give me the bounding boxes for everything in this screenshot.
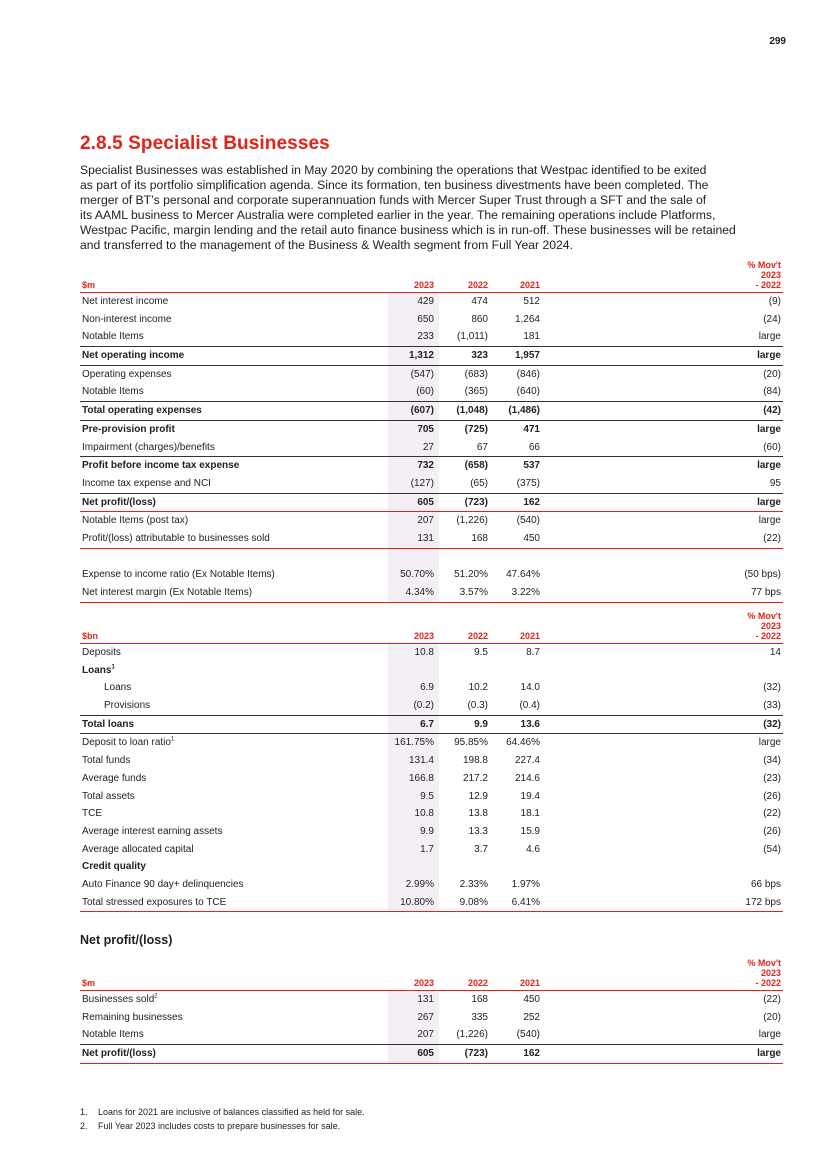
cell-value: 10.80%: [400, 896, 434, 908]
row-label: Credit quality: [82, 861, 146, 873]
cell-value: 6.9: [420, 682, 434, 694]
cell-value: 8.7: [526, 647, 540, 658]
cell-value: 15.9: [520, 825, 540, 837]
table-row: [80, 1044, 783, 1064]
year-header: 2021: [519, 631, 540, 641]
cell-value: (375): [516, 477, 540, 489]
row-label: Loans: [104, 682, 132, 694]
table-row: [80, 421, 783, 439]
row-label: Remaining businesses: [82, 1011, 183, 1023]
cell-value: (540): [516, 1029, 540, 1041]
cell-value: 471: [523, 423, 540, 435]
row-label: Profit/(loss) attributable to businesses sold: [82, 532, 270, 544]
table-row: [80, 439, 783, 457]
cell-value: (127): [410, 477, 434, 489]
cell-value: (0.3): [467, 700, 488, 712]
year-header: 2022: [467, 280, 488, 290]
cell-value: 198.8: [462, 755, 488, 767]
cell-value: 66 bps: [750, 878, 781, 890]
cell-value: (42): [763, 405, 781, 417]
cell-value: 64.46%: [506, 737, 540, 749]
table-row: [80, 894, 783, 913]
cell-value: (50 bps): [744, 569, 781, 581]
cell-value: large: [757, 460, 781, 472]
row-label: Auto Finance 90 day+ delinquencies: [82, 878, 244, 890]
cell-value: 450: [523, 532, 540, 544]
cell-value: 14.0: [520, 682, 540, 694]
row-label: Notable Items: [82, 386, 144, 398]
net-profit-heading: Net profit/(loss): [80, 933, 173, 947]
row-label: Notable Items: [82, 1029, 144, 1041]
cell-value: (723): [464, 1048, 488, 1060]
cell-value: (22): [763, 994, 781, 1005]
cell-value: 161.75%: [394, 737, 434, 749]
section-title: 2.8.5 Specialist Businesses: [80, 133, 330, 154]
table-row: [80, 1026, 783, 1044]
row-label: Notable Items: [82, 331, 144, 343]
year-header: 2023: [413, 280, 434, 290]
intro-line: and transferred to the management of the Business & Wealth segment from Full Year 2024.: [80, 238, 573, 252]
table-row: [80, 1009, 783, 1027]
table-row: [80, 715, 783, 735]
cell-value: (60): [763, 441, 781, 453]
cell-value: (658): [464, 460, 488, 472]
table-row: [80, 679, 783, 697]
cell-value: 12.9: [468, 790, 488, 802]
intro-paragraph: [80, 163, 790, 253]
intro-line: Westpac Pacific, margin lending and the retail auto finance business which is in run-off. These businesses will be retained: [80, 223, 736, 237]
cell-value: 267: [417, 1011, 434, 1023]
cell-value: (22): [763, 808, 781, 820]
table-row: [80, 858, 783, 876]
cell-value: 605: [417, 1048, 434, 1060]
cell-value: 9.5: [420, 790, 434, 802]
cell-value: (0.2): [413, 700, 434, 712]
cell-value: 605: [417, 496, 434, 508]
footnote: 1. Loans for 2021 are inclusive of balances classified as held for sale.: [80, 1107, 365, 1117]
table-header: [80, 262, 783, 293]
footnote: 2. Full Year 2023 includes costs to prepare businesses for sale.: [80, 1121, 341, 1131]
row-label: Total stressed exposures to TCE: [82, 896, 227, 908]
row-label: Provisions: [104, 700, 151, 712]
cell-value: 1.97%: [511, 878, 540, 890]
cell-value: 13.6: [520, 718, 540, 730]
cell-value: 50.70%: [400, 569, 434, 581]
cell-value: 252: [523, 1011, 540, 1023]
cell-value: (607): [410, 405, 434, 417]
cell-value: (84): [763, 386, 781, 398]
cell-value: 131.4: [408, 755, 434, 767]
cell-value: 1.7: [420, 843, 434, 855]
cell-value: large: [757, 496, 781, 508]
table-row: [80, 346, 783, 366]
cell-value: 77 bps: [750, 587, 781, 598]
cell-value: 732: [417, 460, 434, 472]
intro-line: Specialist Businesses was established in May 2020 by combining the operations that Westpac identified to be exited: [80, 163, 707, 177]
row-label: Loans$^1$: [82, 664, 115, 676]
row-label: Total assets: [82, 790, 135, 802]
table-row: [80, 311, 783, 329]
cell-value: (365): [464, 386, 488, 398]
income-statement-table: [80, 262, 783, 603]
cell-value: 66: [528, 441, 540, 453]
row-label: Net interest income: [82, 296, 169, 307]
cell-value: (60): [416, 386, 434, 398]
cell-value: 47.64%: [506, 569, 540, 581]
cell-value: 67: [476, 441, 488, 453]
cell-value: (725): [464, 423, 488, 435]
cell-value: 168: [471, 532, 488, 544]
table-row: [80, 876, 783, 894]
cell-value: (1,486): [508, 405, 540, 417]
cell-value: 537: [523, 460, 540, 472]
row-label: Average funds: [82, 772, 147, 784]
table-row: [80, 841, 783, 859]
cell-value: 860: [471, 313, 488, 325]
cell-value: (20): [763, 368, 781, 380]
cell-value: 335: [471, 1011, 488, 1023]
cell-value: 27: [422, 441, 434, 453]
cell-value: 2.99%: [405, 878, 434, 890]
cell-value: (640): [516, 386, 540, 398]
cell-value: (65): [470, 477, 488, 489]
cell-value: 10.8: [414, 808, 434, 820]
table-row: [80, 662, 783, 680]
row-label: Average allocated capital: [82, 843, 194, 855]
row-label: Operating expenses: [82, 368, 172, 380]
cell-value: 162: [523, 1048, 540, 1060]
page-number: 299: [769, 36, 786, 47]
cell-value: 1,264: [514, 313, 540, 325]
movement-header: % Mov't 2023 - 2022: [747, 958, 781, 988]
cell-value: 9.5: [474, 647, 488, 658]
table-row: [80, 584, 783, 603]
cell-value: (23): [763, 772, 781, 784]
cell-value: 131: [417, 532, 434, 544]
table-row: [80, 644, 783, 662]
cell-value: (540): [516, 515, 540, 527]
movement-header: % Mov't 2023 - 2022: [747, 260, 781, 290]
cell-value: 512: [523, 296, 540, 307]
row-label: Net profit/(loss): [82, 1048, 156, 1060]
row-label: TCE: [82, 808, 102, 820]
cell-value: 14: [769, 647, 781, 658]
cell-value: (547): [410, 368, 434, 380]
cell-value: large: [758, 331, 781, 343]
table-row: [80, 493, 783, 513]
table-row: [80, 456, 783, 475]
cell-value: 323: [471, 350, 488, 362]
cell-value: 9.08%: [459, 896, 488, 908]
table-row: [80, 366, 783, 384]
table-header: [80, 960, 783, 991]
row-label: Average interest earning assets: [82, 825, 223, 837]
year-header: 2023: [413, 978, 434, 988]
cell-value: large: [757, 1048, 781, 1060]
cell-value: (26): [763, 790, 781, 802]
row-label: Non-interest income: [82, 313, 172, 325]
cell-value: 2.33%: [459, 878, 488, 890]
row-label: Businesses sold$^2$: [82, 993, 158, 1005]
cell-value: 162: [523, 496, 540, 508]
table-row: [80, 788, 783, 806]
cell-value: (32): [763, 718, 781, 730]
cell-value: (1,011): [457, 331, 488, 343]
year-header: 2022: [467, 631, 488, 641]
cell-value: large: [758, 737, 781, 749]
cell-value: 13.3: [468, 825, 488, 837]
row-label: Profit before income tax expense: [82, 460, 240, 472]
movement-header: % Mov't 2023 - 2022: [747, 611, 781, 641]
cell-value: (683): [464, 368, 488, 380]
table-row: [80, 697, 783, 715]
cell-value: 51.20%: [454, 569, 488, 581]
table-row: [80, 991, 783, 1009]
table-row: [80, 823, 783, 841]
cell-value: 6.41%: [511, 896, 540, 908]
row-label: Pre-provision profit: [82, 423, 175, 435]
cell-value: 13.8: [468, 808, 488, 820]
table-row: [80, 475, 783, 493]
row-label: Total operating expenses: [82, 405, 202, 417]
unit-header: $m: [82, 978, 96, 988]
cell-value: (33): [763, 700, 781, 712]
table-row: [80, 566, 783, 584]
row-label: Deposits: [82, 647, 121, 658]
cell-value: 474: [471, 296, 488, 307]
table-row: [80, 530, 783, 549]
cell-value: large: [758, 515, 781, 527]
row-label: Net operating income: [82, 350, 185, 362]
row-label: Total funds: [82, 755, 131, 767]
cell-value: 429: [417, 296, 434, 307]
cell-value: 18.1: [520, 808, 540, 820]
year-header: 2023: [413, 631, 434, 641]
table-header: [80, 613, 783, 644]
cell-value: 95: [769, 477, 781, 489]
cell-value: (1,226): [456, 515, 488, 527]
cell-value: (0.4): [519, 700, 540, 712]
cell-value: 705: [417, 423, 434, 435]
cell-value: 4.34%: [405, 587, 434, 598]
row-label: Net profit/(loss): [82, 496, 156, 508]
table-row: [80, 512, 783, 530]
row-label: Impairment (charges)/benefits: [82, 441, 215, 453]
intro-line: as part of its portfolio simplification agenda. Since its formation, ten business divestments have been completed. The: [80, 178, 709, 192]
net-profit-table: [80, 960, 783, 1064]
unit-header: $m: [82, 280, 96, 290]
cell-value: 10.2: [468, 682, 488, 694]
cell-value: (20): [763, 1011, 781, 1023]
cell-value: 214.6: [514, 772, 540, 784]
row-label: Total loans: [82, 718, 135, 730]
cell-value: 19.4: [520, 790, 540, 802]
table-row: [80, 293, 783, 311]
cell-value: 227.4: [514, 755, 540, 767]
cell-value: large: [757, 350, 781, 362]
table-row: [80, 752, 783, 770]
table-row: [80, 383, 783, 401]
cell-value: 181: [523, 331, 540, 343]
intro-line: merger of BT’s personal and corporate superannuation funds with Mercer Super Trust through a SFT and the sale of: [80, 193, 707, 207]
cell-value: 9.9: [474, 718, 488, 730]
cell-value: 3.57%: [459, 587, 488, 598]
row-label: Deposit to loan ratio$^1$: [82, 737, 175, 749]
cell-value: (1,226): [456, 1029, 488, 1041]
cell-value: 3.7: [474, 843, 488, 855]
cell-value: large: [757, 423, 781, 435]
cell-value: (22): [763, 532, 781, 544]
cell-value: 217.2: [462, 772, 488, 784]
cell-value: 233: [417, 331, 434, 343]
cell-value: 9.9: [420, 825, 434, 837]
row-label: Income tax expense and NCI: [82, 477, 211, 489]
cell-value: large: [758, 1029, 781, 1041]
footnotes: [80, 1105, 365, 1133]
cell-value: 166.8: [408, 772, 434, 784]
cell-value: (846): [516, 368, 540, 380]
cell-value: (54): [763, 843, 781, 855]
cell-value: 4.6: [526, 843, 540, 855]
cell-value: 6.7: [420, 718, 434, 730]
cell-value: (9): [768, 296, 781, 307]
table-row: [80, 734, 783, 752]
cell-value: (24): [763, 313, 781, 325]
cell-value: 10.8: [414, 647, 434, 658]
cell-value: 95.85%: [454, 737, 488, 749]
balance-sheet-table: [80, 613, 783, 912]
row-label: Net interest margin (Ex Notable Items): [82, 587, 253, 598]
table-row: [80, 805, 783, 823]
cell-value: (34): [763, 755, 781, 767]
year-header: 2021: [519, 280, 540, 290]
table-row: [80, 770, 783, 788]
cell-value: 207: [417, 1029, 434, 1041]
unit-header: $bn: [82, 631, 99, 641]
year-header: 2021: [519, 978, 540, 988]
cell-value: 650: [417, 313, 434, 325]
row-label: Notable Items (post tax): [82, 515, 189, 527]
cell-value: 207: [417, 515, 434, 527]
cell-value: 131: [417, 994, 434, 1005]
cell-value: 1,312: [408, 350, 434, 362]
cell-value: (26): [763, 825, 781, 837]
year-header: 2022: [467, 978, 488, 988]
table-row: [80, 401, 783, 421]
intro-line: its AAML business to Mercer Australia were completed earlier in the year. The remaining operations include Platforms,: [80, 208, 716, 222]
cell-value: (723): [464, 496, 488, 508]
cell-value: 3.22%: [511, 587, 540, 598]
row-label: Expense to income ratio (Ex Notable Items): [82, 569, 275, 581]
cell-value: (32): [763, 682, 781, 694]
cell-value: 450: [523, 994, 540, 1005]
cell-value: 168: [471, 994, 488, 1005]
table-row: [80, 328, 783, 346]
cell-value: (1,048): [456, 405, 488, 417]
cell-value: 1,957: [514, 350, 540, 362]
cell-value: 172 bps: [745, 896, 781, 908]
